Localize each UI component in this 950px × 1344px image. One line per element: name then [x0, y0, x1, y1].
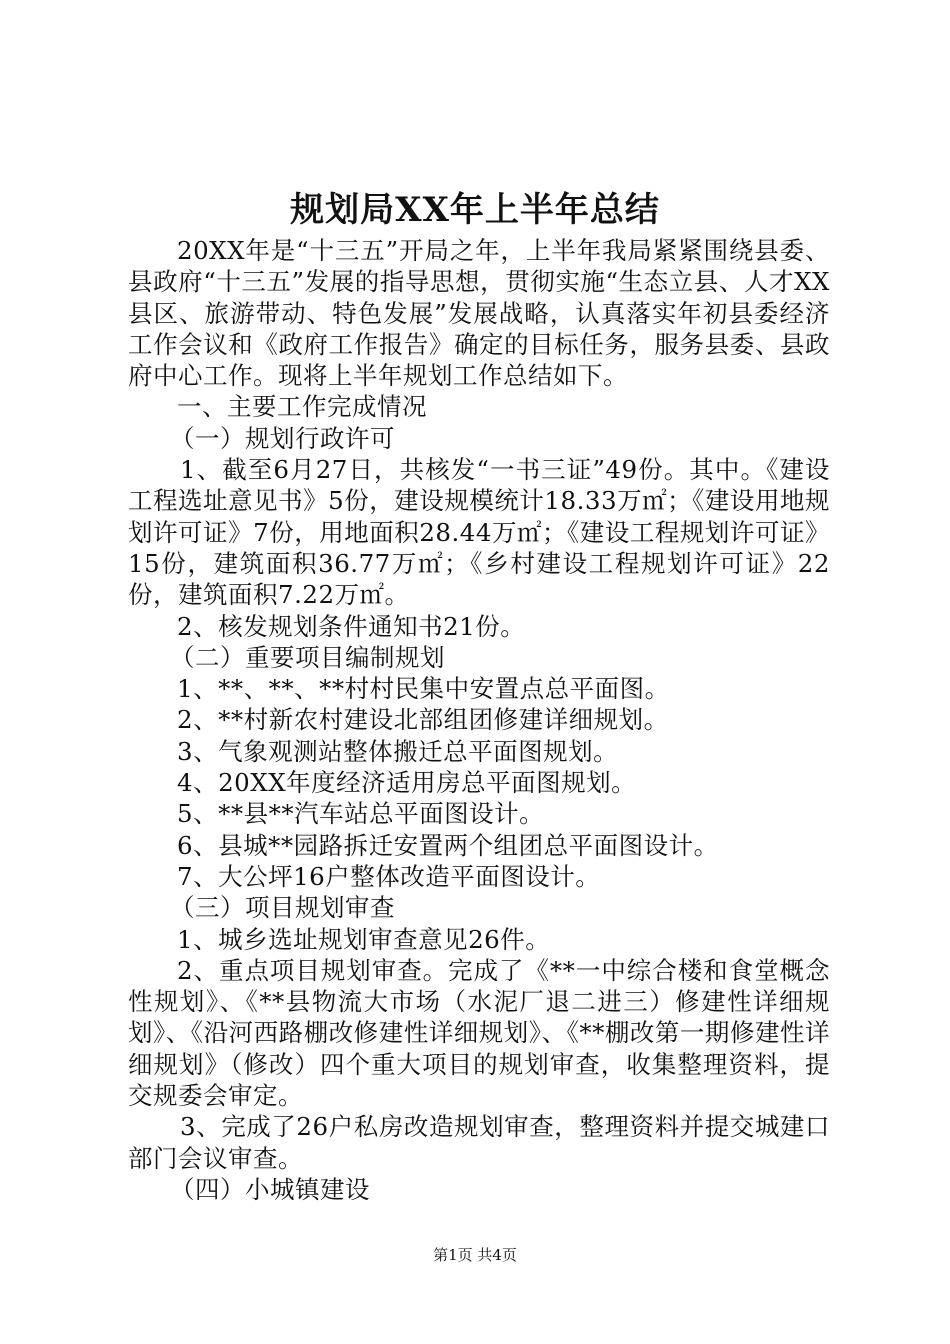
subsection-heading: （四）小城镇建设	[170, 1174, 370, 1204]
list-item: 4、20XX年度经济适用房总平面图规划。	[177, 768, 637, 798]
list-item: 3、气象观测站整体搬迁总平面图规划。	[177, 736, 619, 766]
paragraph: 20XX年是“十三五”开局之年，上半年我局紧紧围绕县委、县政府“十三五”发展的指导思想，贯彻实施“生态立县、人才XX县区、旅游带动、特色发展”发展战略，认真落实年初县委经济工作会议和《政府工作报告》确定的目标任务，服务县委、县政府中心工作。现将上半年规划工作总结如下。	[128, 236, 830, 391]
subsection-heading: （一）规划行政许可	[170, 423, 395, 453]
document-body	[128, 235, 830, 1205]
list-item: 6、县城**园路拆迁安置两个组团总平面图设计。	[177, 830, 719, 860]
paragraph: 1、截至6月27日，共核发“一书三证”49份。其中。《建设工程选址意见书》5份，建设规模统计18.33万㎡；《建设用地规划许可证》7份，用地面积28.44万㎡；《建设工程规划许可证》15份，建筑面积36.77万㎡；《乡村建设工程规划许可证》22份，建筑面积7.22万㎡。	[128, 455, 830, 610]
subsection-heading: （三）项目规划审查	[170, 893, 395, 923]
paragraph: 2、重点项目规划审查。完成了《**一中综合楼和食堂概念性规划》、《**县物流大市场（水泥厂退二进三）修建性详细规划》、《沿河西路棚改修建性详细规划》、《**棚改第一期修建性详细规划》（修改）四个重大项目的规划审查，收集整理资料，提交规委会审定。	[128, 955, 830, 1111]
list-item: 5、**县**汽车站总平面图设计。	[177, 799, 545, 829]
list-item: 1、城乡选址规划审查意见26件。	[177, 924, 551, 954]
page-footer: 第1页 共4页	[433, 1246, 517, 1264]
list-item: 7、大公坪16户整体改造平面图设计。	[177, 861, 601, 891]
paragraph: 3、完成了26户私房改造规划审查，整理资料并提交城建口部门会议审查。	[128, 1112, 830, 1173]
section-heading: 一、主要工作完成情况	[177, 392, 427, 422]
list-item: 2、**村新农村建设北部组团修建详细规划。	[177, 705, 669, 735]
subsection-heading: （二）重要项目编制规划	[170, 642, 445, 672]
list-item: 2、核发规划条件通知书21份。	[177, 611, 526, 641]
document-title: 规划局XX年上半年总结	[290, 190, 660, 230]
list-item: 1、**、**、**村村民集中安置点总平面图。	[177, 674, 670, 704]
